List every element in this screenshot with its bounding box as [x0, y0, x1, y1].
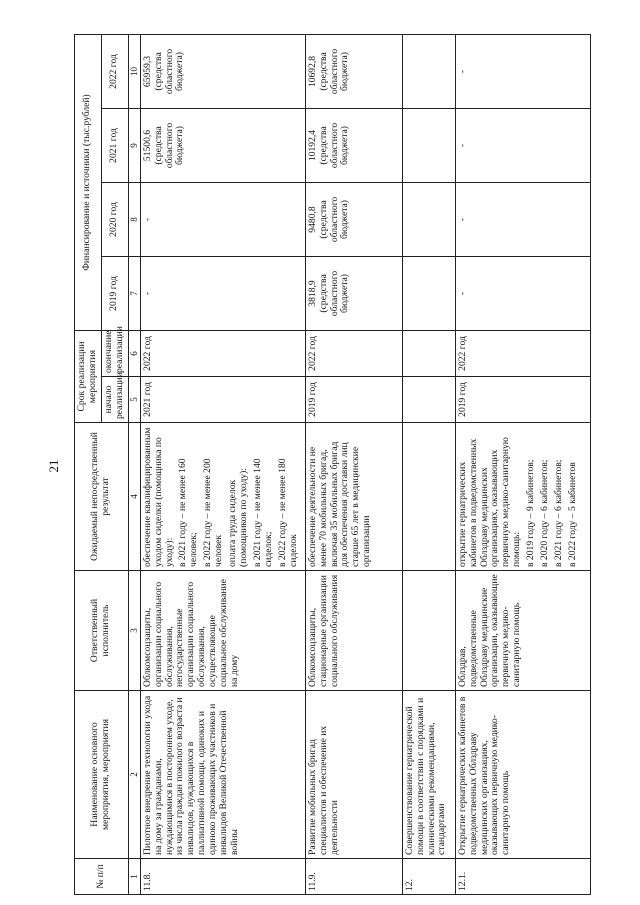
- col-index: 3: [128, 571, 140, 691]
- result-paragraph: в 2022 году – не менее 200 человек: [202, 458, 225, 567]
- term-end: 2022 год: [455, 330, 590, 376]
- term-end: 2022 год: [140, 330, 305, 376]
- table-row: [402, 34, 455, 894]
- header-executor: Ответственный исполнитель: [75, 571, 129, 691]
- table-row: [305, 34, 402, 894]
- finance-2022: [402, 34, 455, 108]
- executor: Облкомсоцзащиты, организации социального обслуживания, негосударственные организации социального обслуживания, осуществляющие социальное обслуживание на дому: [140, 571, 305, 691]
- measures-table: [74, 34, 591, 895]
- finance-2019: -: [140, 256, 305, 330]
- result-paragraph: в 2021 году – не менее 140 сиделок;: [251, 458, 274, 567]
- result-paragraph: открытие гериатрических кабинетов в подведомственных Облздраву медицинских организациях, оказывающих первичную медико-санитарную помощь:: [456, 437, 523, 567]
- finance-2019: [402, 256, 455, 330]
- result-paragraph: оплата труда сиделок (помощников по уходу):: [227, 468, 250, 567]
- header-2019: 2019 год: [101, 256, 128, 330]
- result-paragraph: обеспечение квалифицированным уходом сиделки (помощника по уходу):: [141, 427, 175, 567]
- page-number: 21: [46, 459, 61, 473]
- term-end: 2022 год: [305, 330, 402, 376]
- finance-2020: -: [140, 182, 305, 256]
- term-end: [402, 330, 455, 376]
- header-row-1: [75, 34, 102, 894]
- col-index: 5: [128, 377, 140, 423]
- result-paragraph: в 2022 году – 5 кабинетов: [566, 462, 578, 567]
- finance-2021: -: [455, 108, 590, 182]
- header-2021: 2021 год: [101, 108, 128, 182]
- measure-name: Открытие гериатрических кабинетов в подведомственных Облздраву медицинских организациях, оказывающих первичную медико-санитарную помощь: [455, 691, 590, 859]
- term-start: 2021 год: [140, 377, 305, 423]
- header-term-end: окончание реализации: [101, 330, 128, 376]
- row-number: 11.8.: [140, 859, 305, 895]
- finance-2022: 65959,3 (средства областного бюджета): [140, 34, 305, 108]
- header-term: Срок реализации мероприятия: [75, 330, 102, 422]
- col-index: 2: [128, 691, 140, 859]
- col-index: 7: [128, 256, 140, 330]
- executor: Облздрав, подведомственные Облздраву медицинские организации, оказывающие первичную медико-санитарную помощь: [455, 571, 590, 691]
- expected-result: [305, 423, 402, 571]
- table-row: [455, 34, 590, 894]
- term-start: 2019 год: [455, 377, 590, 423]
- header-2020: 2020 год: [101, 182, 128, 256]
- header-num: № п/п: [75, 859, 129, 895]
- col-index: 9: [128, 108, 140, 182]
- result-paragraph: в 2019 году – 9 кабинетов;: [525, 459, 537, 567]
- col-index: 4: [128, 423, 140, 571]
- expected-result: [455, 423, 590, 571]
- result-paragraph: в 2022 году – не менее 180 сиделок: [276, 458, 299, 567]
- finance-2019: -: [455, 256, 590, 330]
- header-result: Ожидаемый непосредственный результат: [75, 423, 129, 571]
- finance-2020: 9480,8 (средства областного бюджета): [305, 182, 402, 256]
- finance-2020: -: [455, 182, 590, 256]
- header-2022: 2022 год: [101, 34, 128, 108]
- col-index: 1: [128, 859, 140, 895]
- finance-2022: -: [455, 34, 590, 108]
- finance-2021: 51500,6 (средства областного бюджета): [140, 108, 305, 182]
- col-index: 6: [128, 330, 140, 376]
- finance-2020: [402, 182, 455, 256]
- measure-name: Совершенствование гериатрической помощи в соответствии с порядками и клиническими рекомендациями, стандартами: [402, 691, 455, 859]
- measure-name: Развитие мобильных бригад специалистов и обеспечение их деятельности: [305, 691, 402, 859]
- result-paragraph: в 2021 году – 6 кабинетов;: [553, 459, 565, 567]
- executor: [402, 571, 455, 691]
- executor: Облкомсоцзащиты, стационарные организации социального обслуживания: [305, 571, 402, 691]
- finance-2021: [402, 108, 455, 182]
- table-row: [140, 34, 305, 894]
- result-paragraph: в 2021 году – не менее 160 человек;: [177, 458, 200, 567]
- rotated-table-page: [74, 35, 609, 895]
- row-number: 11.9.: [305, 859, 402, 895]
- term-start: 2019 год: [305, 377, 402, 423]
- expected-result: [140, 423, 305, 571]
- finance-2019: 3818,9 (средства областного бюджета): [305, 256, 402, 330]
- column-index-row: [128, 34, 140, 894]
- header-finance: Финансирование и источники (тыс.рублей): [75, 34, 102, 330]
- col-index: 10: [128, 34, 140, 108]
- finance-2021: 10192,4 (средства областного бюджета): [305, 108, 402, 182]
- expected-result: [402, 423, 455, 571]
- term-start: [402, 377, 455, 423]
- result-paragraph: в 2020 году – 6 кабинетов;: [539, 459, 551, 567]
- col-index: 8: [128, 182, 140, 256]
- header-name: Наименование основного мероприятия, мероприятия: [75, 691, 129, 859]
- result-paragraph: обеспечение деятельности не менее 70 мобильных бригад, включая 35 мобильных бригад для обеспечения доставки лиц старше 65 лет в медицинские организации: [306, 441, 373, 567]
- row-number: 12.: [402, 859, 455, 895]
- row-number: 12.1.: [455, 859, 590, 895]
- measure-name: Пилотное внедрение технологии ухода на дому за гражданами, нуждающимися в постороннем уходе, из числа граждан пожилого возраста и инвалидов, нуждающихся в паллиативной помощи, одиноких и одиноко проживающих участников и инвалидов Великой Отечественной войны: [140, 691, 305, 859]
- header-term-start: начало реализации: [101, 377, 128, 423]
- finance-2022: 10692,8 (средства областного бюджета): [305, 34, 402, 108]
